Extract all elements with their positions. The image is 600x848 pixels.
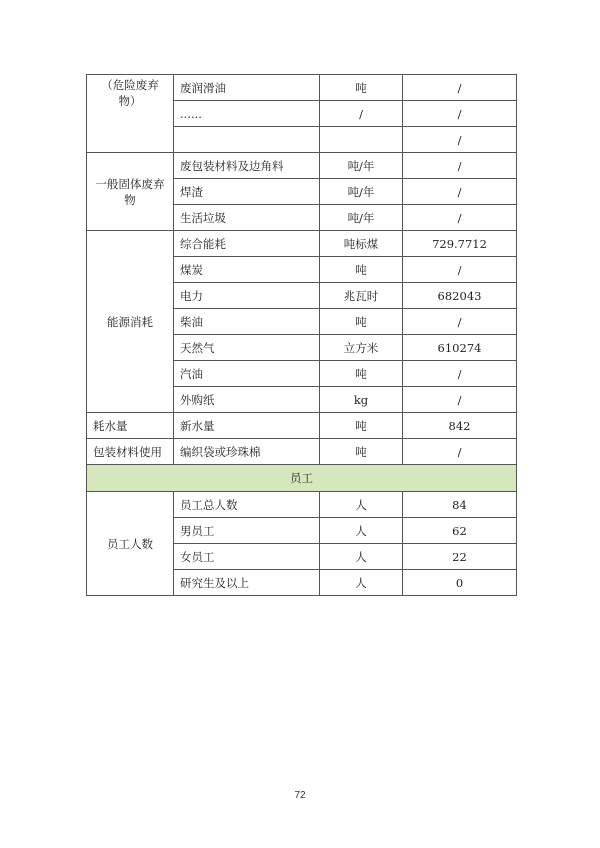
unit-cell: 吨	[320, 257, 403, 283]
item-cell: 生活垃圾	[174, 205, 320, 231]
unit-cell: 人	[320, 518, 403, 544]
item-cell: 男员工	[174, 518, 320, 544]
value-cell: 729.7712	[403, 231, 517, 257]
item-cell: 编织袋或珍珠棉	[174, 439, 320, 465]
unit-cell: kg	[320, 387, 403, 413]
item-cell: ......	[174, 101, 320, 127]
item-cell: 煤炭	[174, 257, 320, 283]
unit-cell: 吨/年	[320, 179, 403, 205]
item-cell: 新水量	[174, 413, 320, 439]
value-cell: /	[403, 387, 517, 413]
item-cell: 研究生及以上	[174, 570, 320, 596]
item-cell: 汽油	[174, 361, 320, 387]
unit-cell: 吨	[320, 413, 403, 439]
value-cell: /	[403, 179, 517, 205]
section-header-row	[87, 465, 517, 492]
unit-cell: /	[320, 101, 403, 127]
item-cell: 综合能耗	[174, 231, 320, 257]
category-employees: 员工人数	[87, 492, 174, 596]
unit-cell: 人	[320, 544, 403, 570]
item-cell: 柴油	[174, 309, 320, 335]
category-water: 耗水量	[87, 413, 174, 439]
value-cell: /	[403, 75, 517, 101]
unit-cell: 吨	[320, 309, 403, 335]
unit-cell: 吨	[320, 361, 403, 387]
value-cell: /	[403, 153, 517, 179]
table-row	[87, 439, 517, 465]
item-cell: 焊渣	[174, 179, 320, 205]
category-hazardous-waste: （危险废弃物）	[87, 75, 174, 153]
value-cell: /	[403, 257, 517, 283]
category-energy: 能源消耗	[87, 231, 174, 413]
item-cell: 外购纸	[174, 387, 320, 413]
unit-cell: 吨	[320, 75, 403, 101]
value-cell: 62	[403, 518, 517, 544]
environmental-data-table	[86, 74, 517, 596]
unit-cell: 人	[320, 570, 403, 596]
value-cell: 84	[403, 492, 517, 518]
unit-cell: 兆瓦时	[320, 283, 403, 309]
value-cell: 610274	[403, 335, 517, 361]
item-cell: 废包装材料及边角料	[174, 153, 320, 179]
unit-cell	[320, 127, 403, 153]
item-cell: 电力	[174, 283, 320, 309]
value-cell: /	[403, 309, 517, 335]
value-cell: 842	[403, 413, 517, 439]
item-cell	[174, 127, 320, 153]
item-cell: 员工总人数	[174, 492, 320, 518]
category-general-solid-waste: 一般固体废弃物	[87, 153, 174, 231]
item-cell: 废润滑油	[174, 75, 320, 101]
value-cell: 0	[403, 570, 517, 596]
unit-cell: 吨/年	[320, 205, 403, 231]
unit-cell: 吨标煤	[320, 231, 403, 257]
table-row	[87, 413, 517, 439]
page-number: 72	[294, 790, 306, 801]
value-cell: /	[403, 127, 517, 153]
value-cell: /	[403, 439, 517, 465]
unit-cell: 人	[320, 492, 403, 518]
value-cell: /	[403, 101, 517, 127]
category-packaging: 包装材料使用	[87, 439, 174, 465]
table-row	[87, 153, 517, 179]
item-cell: 女员工	[174, 544, 320, 570]
table-row	[87, 75, 517, 101]
table-row	[87, 492, 517, 518]
table-row	[87, 231, 517, 257]
unit-cell: 吨	[320, 439, 403, 465]
value-cell: /	[403, 205, 517, 231]
value-cell: /	[403, 361, 517, 387]
unit-cell: 吨/年	[320, 153, 403, 179]
item-cell: 天然气	[174, 335, 320, 361]
unit-cell: 立方米	[320, 335, 403, 361]
value-cell: 682043	[403, 283, 517, 309]
value-cell: 22	[403, 544, 517, 570]
section-title-employees: 员工	[87, 465, 517, 492]
